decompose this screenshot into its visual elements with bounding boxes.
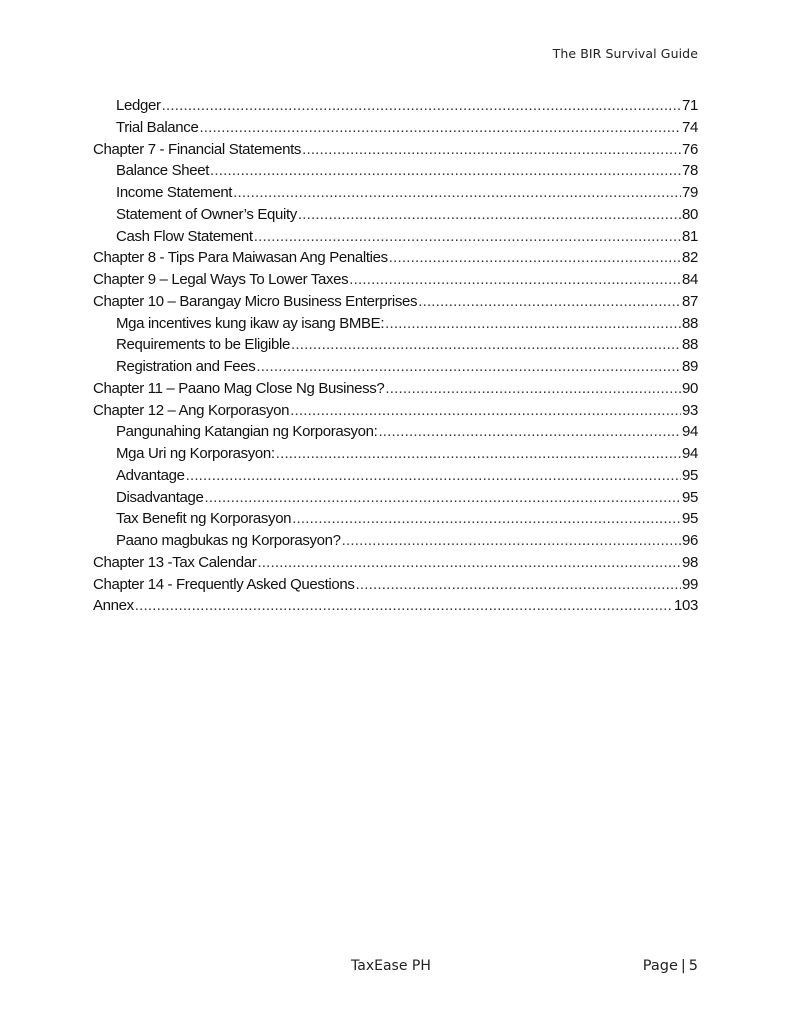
toc-dot-leader (257, 552, 681, 574)
toc-entry-title: Chapter 14 - Frequently Asked Questions (93, 575, 355, 593)
toc-dot-leader (256, 356, 681, 378)
toc-dot-leader (342, 530, 681, 552)
toc-entry[interactable] (93, 291, 698, 313)
toc-entry-page: 74 (682, 118, 698, 136)
toc-entry[interactable] (93, 117, 698, 139)
toc-dot-leader (210, 160, 681, 182)
toc-entry[interactable] (93, 204, 698, 226)
toc-entry-page: 84 (682, 271, 698, 288)
footer-page-indicator (643, 958, 698, 974)
toc-entry-title: Ledger (116, 97, 161, 114)
toc-entry[interactable] (93, 400, 698, 422)
toc-entry-title: Income Statement (116, 184, 233, 201)
toc-dot-leader (385, 378, 681, 400)
toc-entry-page: 95 (682, 510, 698, 528)
toc-entry-title: Mga incentives kung ikaw ay isang BMBE: (116, 314, 385, 332)
toc-entry-title: Annex (93, 597, 134, 615)
toc-entry-page: 80 (682, 205, 698, 223)
toc-entry[interactable] (93, 95, 698, 117)
toc-dot-leader (292, 508, 681, 530)
toc-entry-title: Advantage (116, 466, 185, 484)
toc-entry-title: Chapter 11 – Paano Mag Close Ng Business? (93, 379, 385, 397)
toc-dot-leader (302, 139, 681, 161)
toc-entry[interactable] (93, 269, 698, 291)
toc-entry-title: Chapter 7 - Financial Statements (93, 140, 302, 158)
toc-entry[interactable] (93, 356, 698, 378)
toc-entry-title: Mga Uri ng Korporasyon: (116, 445, 275, 462)
toc-entry-title: Statement of Owner’s Equity (116, 205, 297, 223)
toc-entry-page: 88 (682, 314, 698, 332)
toc-dot-leader (205, 487, 681, 509)
toc-entry-page: 94 (682, 445, 698, 462)
toc-dot-leader (290, 400, 681, 422)
toc-entry-page: 76 (682, 140, 698, 158)
toc-entry-title: Chapter 9 – Legal Ways To Lower Taxes (93, 271, 349, 288)
toc-entry-page: 87 (682, 292, 698, 310)
toc-entry-page: 95 (682, 488, 698, 506)
toc-entry[interactable] (93, 508, 698, 530)
footer-page-label: Page (642, 958, 678, 974)
toc-dot-leader (378, 421, 681, 443)
toc-entry-page: 82 (682, 249, 698, 267)
toc-entry[interactable] (93, 487, 698, 509)
footer-page-number: 5 (688, 958, 698, 974)
toc-entry-page: 71 (682, 97, 698, 114)
table-of-contents (93, 95, 698, 617)
toc-entry-title: Pangunahing Katangian ng Korporasyon: (116, 423, 378, 441)
toc-entry-page: 89 (682, 358, 698, 375)
toc-entry-title: Cash Flow Statement (116, 227, 253, 245)
toc-entry-title: Chapter 12 – Ang Korporasyon (93, 401, 290, 419)
toc-entry[interactable] (93, 313, 698, 335)
toc-entry-title: Requirements to be Eligible (116, 336, 290, 354)
toc-dot-leader (349, 269, 681, 291)
toc-dot-leader (291, 334, 681, 356)
toc-entry-page: 95 (682, 466, 698, 484)
toc-entry[interactable] (93, 421, 698, 443)
page-header-title: The BIR Survival Guide (552, 46, 698, 61)
toc-dot-leader (199, 117, 681, 139)
toc-entry-title: Disadvantage (116, 488, 204, 506)
toc-dot-leader (356, 574, 682, 596)
footer-brand: TaxEase PH (351, 958, 431, 974)
toc-entry-page: 94 (682, 423, 698, 441)
toc-entry-page: 96 (682, 532, 698, 549)
toc-entry-page: 79 (682, 184, 698, 201)
toc-entry-page: 103 (674, 597, 698, 615)
toc-entry[interactable] (93, 465, 698, 487)
toc-entry[interactable] (93, 595, 698, 617)
toc-dot-leader (389, 247, 681, 269)
toc-dot-leader (298, 204, 681, 226)
toc-entry-page: 78 (682, 162, 698, 180)
toc-dot-leader (186, 465, 681, 487)
toc-entry-title: Paano magbukas ng Korporasyon? (116, 532, 341, 549)
toc-entry[interactable] (93, 530, 698, 552)
footer-separator: | (680, 958, 686, 974)
toc-entry-title: Registration and Fees (116, 358, 256, 375)
toc-entry[interactable] (93, 226, 698, 248)
toc-dot-leader (418, 291, 681, 313)
toc-entry-page: 99 (682, 575, 698, 593)
toc-entry-page: 93 (682, 401, 698, 419)
toc-entry-title: Balance Sheet (116, 162, 210, 180)
toc-entry[interactable] (93, 378, 698, 400)
toc-entry-page: 81 (682, 227, 698, 245)
toc-dot-leader (276, 443, 681, 465)
toc-entry[interactable] (93, 247, 698, 269)
toc-entry[interactable] (93, 160, 698, 182)
toc-dot-leader (162, 95, 681, 117)
toc-entry-title: Tax Benefit ng Korporasyon (116, 510, 292, 528)
toc-entry[interactable] (93, 574, 698, 596)
toc-dot-leader (233, 182, 681, 204)
toc-entry[interactable] (93, 443, 698, 465)
toc-dot-leader (385, 313, 681, 335)
toc-entry-page: 90 (682, 379, 698, 397)
toc-entry[interactable] (93, 334, 698, 356)
toc-entry-title: Chapter 8 - Tips Para Maiwasan Ang Penalties (93, 249, 388, 267)
toc-entry[interactable] (93, 182, 698, 204)
toc-entry-title: Trial Balance (116, 118, 199, 136)
toc-entry[interactable] (93, 139, 698, 161)
toc-entry-page: 88 (682, 336, 698, 354)
toc-dot-leader (254, 226, 681, 248)
toc-entry-title: Chapter 13 -Tax Calendar (93, 553, 257, 571)
toc-entry[interactable] (93, 552, 698, 574)
toc-dot-leader (135, 595, 673, 617)
toc-entry-page: 98 (682, 553, 698, 571)
toc-entry-title: Chapter 10 – Barangay Micro Business Enterprises (93, 292, 418, 310)
